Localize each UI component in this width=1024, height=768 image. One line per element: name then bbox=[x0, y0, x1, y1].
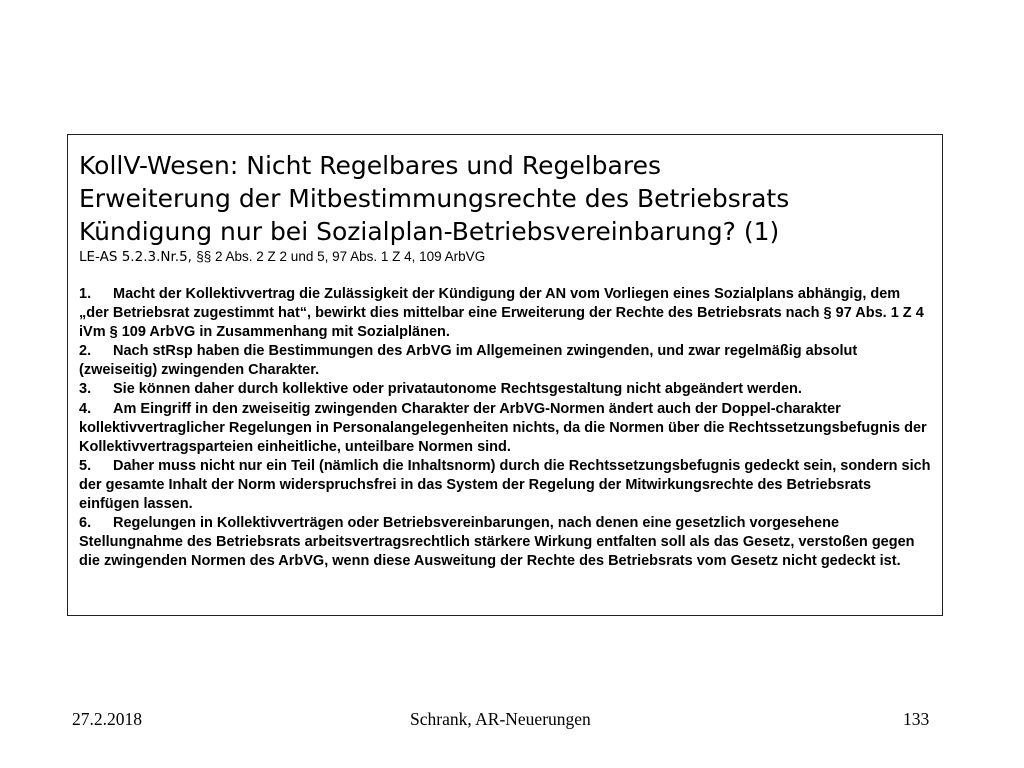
footer-date: 27.2.2018 bbox=[72, 709, 142, 729]
paragraph-text: Macht der Kollektivvertrag die Zulässigkeit der Kündigung der AN vom Vorliegen eines Sozialplans abhängig, dem „der Betriebsrat zugestimmt hat“, bewirkt dies mittelbar eine Erweiterung der Rechte des Betriebsrats nach § 97 Abs. 1 Z 4 iVm § 109 ArbVG in Zusammenhang mit Sozialplänen. bbox=[79, 286, 924, 341]
content-box bbox=[67, 134, 943, 616]
footer-page-number: 133 bbox=[903, 709, 930, 729]
paragraph-3 bbox=[79, 380, 932, 399]
paragraph-text: Regelungen in Kollektivverträgen oder Betriebsvereinbarungen, nach denen eine gesetzlich vorgesehene Stellungnahme des Betriebsrats arbeitsvertragsrechtlich stärkere Wirkung entfalten soll als das Gesetz, verstoßen gegen die zwingenden Normen des ArbVG, wenn diese Ausweitung der Rechte des Betriebsrats vom Gesetz nicht gedeckt ist. bbox=[79, 515, 915, 570]
slide-title-line-2: Erweiterung der Mitbestimmungsrechte des Betriebsrats bbox=[79, 184, 790, 213]
paragraph-6 bbox=[79, 514, 932, 571]
paragraph-number: 6. bbox=[79, 515, 92, 532]
paragraph-number: 1. bbox=[79, 286, 92, 302]
paragraph-number: 5. bbox=[79, 457, 92, 474]
footer-author-title: Schrank, AR-Neuerungen bbox=[410, 709, 591, 729]
paragraph-number: 3. bbox=[79, 381, 92, 398]
slide-title-line-3: Kündigung nur bei Sozialplan-Betriebsvereinbarung? (1) bbox=[79, 217, 780, 246]
paragraph-2 bbox=[79, 342, 932, 380]
paragraph-number: 4. bbox=[79, 400, 92, 417]
paragraph-text: Nach stRsp haben die Bestimmungen des ArbVG im Allgemeinen zwingenden, und zwar regelmäßig absolut (zweiseitig) zwingenden Charakter. bbox=[79, 343, 858, 379]
paragraph-text: Am Eingriff in den zweiseitig zwingenden Charakter der ArbVG-Normen ändert auch der Doppel-charakter kollektivvertraglicher Regelungen in Personalangelegenheiten nichts, da die Normen über die Rechtssetzungsbefugnis der Kollektivvertragsparteien einheitliche, unteilbare Normen sind. bbox=[79, 400, 927, 455]
paragraph-5 bbox=[79, 457, 932, 514]
slide-title-line-1: KollV-Wesen: Nicht Regelbares und Regelbares bbox=[79, 151, 661, 180]
reference-prefix: LE-AS 5.2.3.Nr.5, bbox=[79, 249, 197, 265]
paragraph-4 bbox=[79, 400, 932, 457]
paragraph-text: Sie können daher durch kollektive oder privatautonome Rechtsgestaltung nicht abgeändert werden. bbox=[113, 381, 802, 398]
reference-law: §§ 2 Abs. 2 Z 2 und 5, 97 Abs. 1 Z 4, 109 ArbVG bbox=[196, 249, 486, 264]
paragraph-number: 2. bbox=[79, 343, 92, 360]
reference-line bbox=[79, 248, 932, 266]
paragraph-1 bbox=[79, 285, 932, 342]
spacer bbox=[79, 266, 932, 285]
paragraph-text: Daher muss nicht nur ein Teil (nämlich die Inhaltsnorm) durch die Rechtssetzungsbefugnis gedeckt sein, sondern sich der gesamte Inhalt der Norm widerspruchsfrei in das System der Regelung der Mitwirkungsrechte des Betriebsrats einfügen lassen. bbox=[79, 457, 931, 513]
